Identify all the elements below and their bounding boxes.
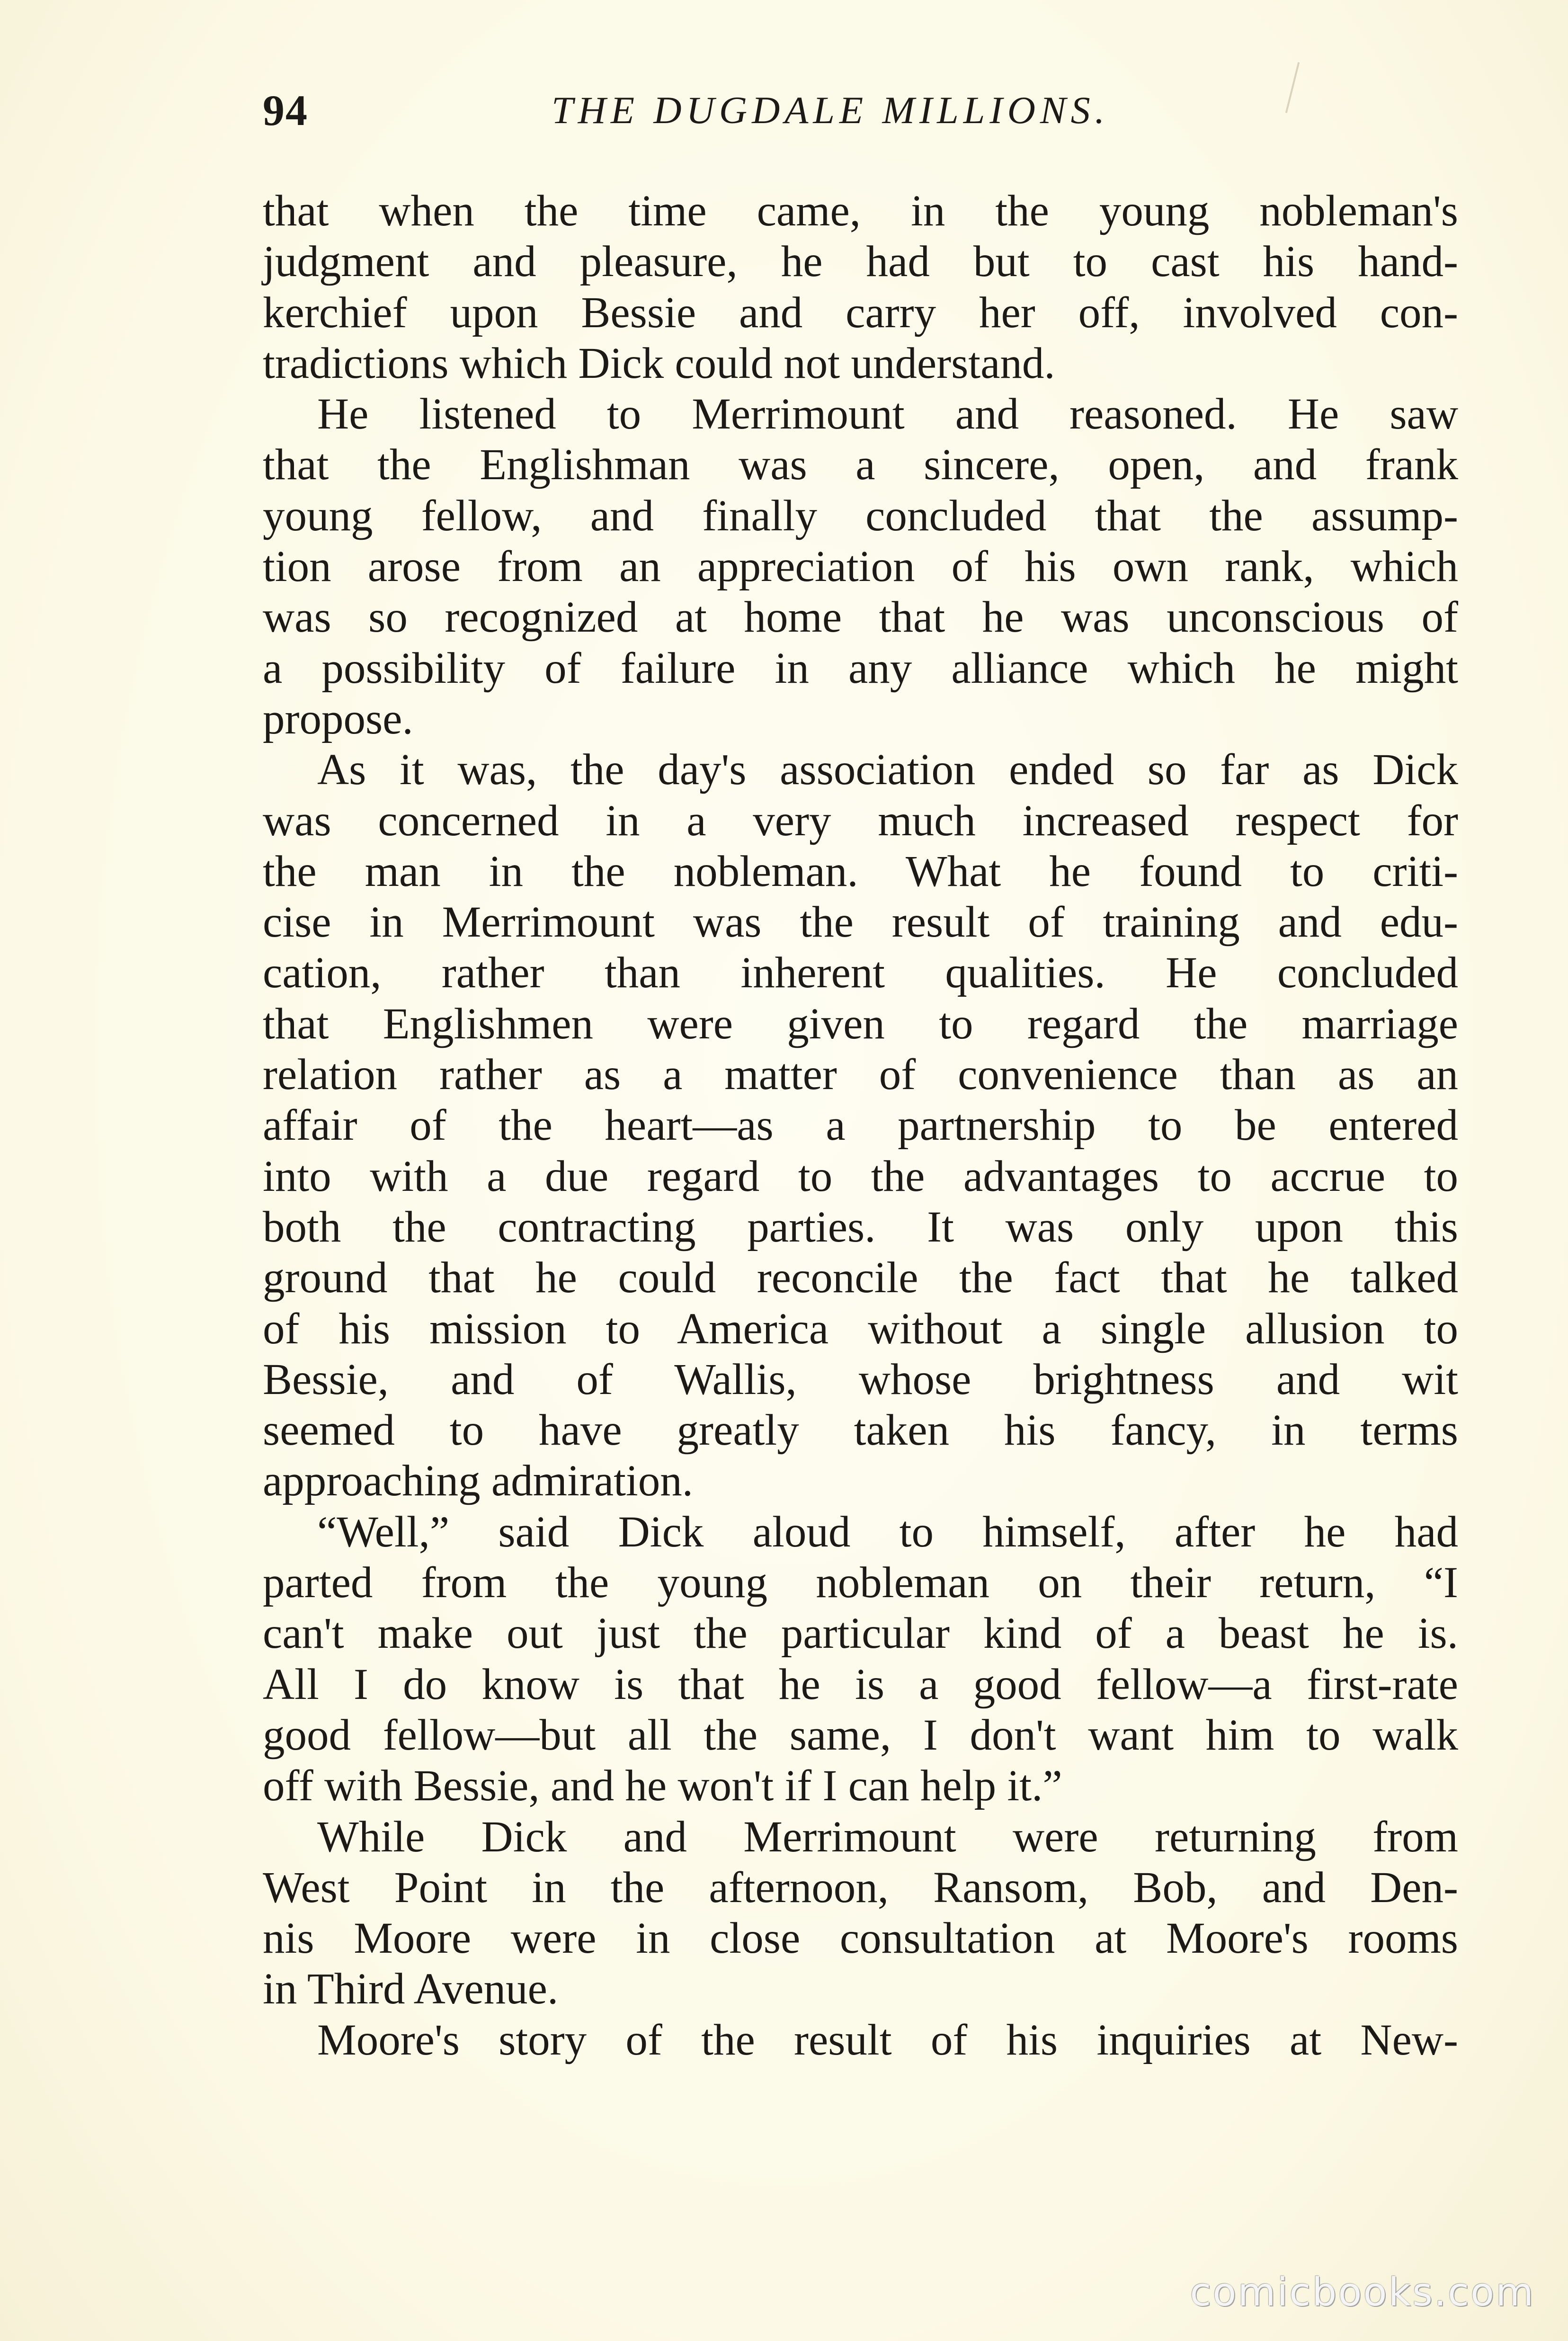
text-line: approaching admiration. (263, 1456, 694, 1506)
page-number: 94 (263, 86, 308, 134)
text-line: Moore's story of the result of his inquiries at New- (317, 2015, 1458, 2064)
text-line: the man in the nobleman. What he found to criti- (263, 847, 1458, 896)
text-line: All I do know is that he is a good fellow—a first-rate (263, 1660, 1458, 1709)
text-line: nis Moore were in close consultation at Moore's rooms (263, 1914, 1458, 1963)
book-title: THE DUGDALE MILLIONS. (552, 89, 1110, 132)
text-line: that Englishmen were given to regard the marriage (263, 999, 1458, 1048)
text-line: was concerned in a very much increased respect for (263, 796, 1458, 845)
body-text (263, 186, 1458, 2065)
text-line: kerchief upon Bessie and carry her off, involved con- (263, 288, 1458, 337)
text-line: of his mission to America without a single allusion to (263, 1304, 1458, 1353)
text-line: judgment and pleasure, he had but to cast his hand- (263, 237, 1458, 286)
text-line: that when the time came, in the young nobleman's (263, 187, 1458, 235)
text-line: propose. (263, 694, 413, 743)
text-line: off with Bessie, and he won't if I can help it.” (263, 1761, 1062, 1811)
text-line: tradictions which Dick could not understand. (263, 339, 1055, 388)
text-line: He listened to Merrimount and reasoned. He saw (317, 390, 1458, 439)
text-line: in Third Avenue. (263, 1965, 559, 2014)
text-line: Bessie, and of Wallis, whose brightness and wit (263, 1355, 1458, 1404)
text-line: both the contracting parties. It was only upon this (263, 1202, 1458, 1251)
text-line: “Well,” said Dick aloud to himself, after he had (317, 1507, 1458, 1556)
text-line: relation rather as a matter of convenience than as an (263, 1050, 1458, 1099)
text-line: can't make out just the particular kind of a beast he is. (263, 1609, 1458, 1658)
text-line: cise in Merrimount was the result of training and edu- (263, 898, 1458, 947)
text-line: that the Englishman was a sincere, open, and frank (263, 440, 1458, 490)
text-line: tion arose from an appreciation of his own rank, which (263, 542, 1458, 591)
text-line: As it was, the day's association ended so far as Dick (317, 745, 1458, 795)
text-line: into with a due regard to the advantages to accrue to (263, 1152, 1458, 1201)
text-line: ground that he could reconcile the fact that he talked (263, 1253, 1458, 1303)
text-line: parted from the young nobleman on their return, “I (263, 1558, 1458, 1608)
text-line: cation, rather than inherent qualities. He concluded (263, 948, 1458, 998)
text-line: a possibility of failure in any alliance which he might (263, 643, 1458, 693)
text-line: young fellow, and finally concluded that the assump- (263, 491, 1458, 540)
text-line: While Dick and Merrimount were returning from (317, 1812, 1458, 1861)
text-line: affair of the heart—as a partnership to be entered (263, 1101, 1458, 1150)
text-line: was so recognized at home that he was unconscious of (263, 593, 1458, 642)
text-line: seemed to have greatly taken his fancy, in terms (263, 1406, 1458, 1455)
text-line: West Point in the afternoon, Ransom, Bob, and Den- (263, 1863, 1458, 1912)
text-line: good fellow—but all the same, I don't want him to walk (263, 1710, 1458, 1760)
watermark: comicbooks.com (1190, 2270, 1535, 2315)
running-head (263, 85, 1224, 142)
page-edge-mark (1285, 62, 1300, 113)
